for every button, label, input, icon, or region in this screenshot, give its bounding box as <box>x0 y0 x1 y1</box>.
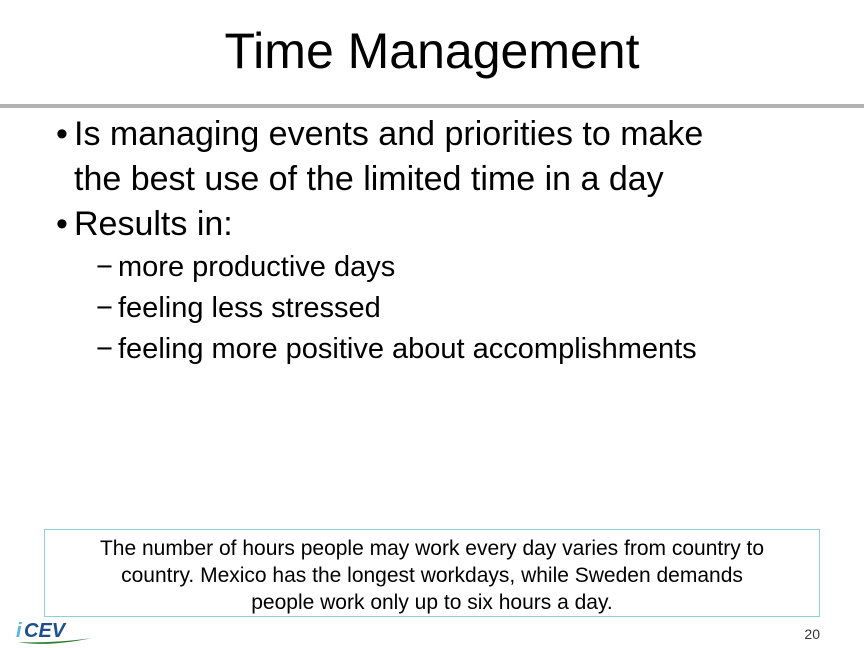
sub-bullet-text: feeling more positive about accomplishments <box>118 333 697 365</box>
callout-line: The number of hours people may work every day varies from country to <box>99 537 765 560</box>
sub-bullet-marker: − <box>96 333 113 365</box>
page-number: 20 <box>804 626 820 642</box>
icev-logo <box>14 618 94 646</box>
sub-bullet-marker: − <box>96 292 113 324</box>
callout-line: country. Mexico has the longest workdays, while Sweden demands <box>121 564 743 587</box>
bullet-marker: • <box>56 115 68 153</box>
bullet-line: the best use of the limited time in a day <box>74 160 664 198</box>
sub-bullet-text: feeling less stressed <box>118 292 381 324</box>
fact-callout-box <box>44 529 820 617</box>
bullet-item-results <box>56 202 846 247</box>
svg-text:i: i <box>16 620 22 642</box>
sub-bullet-item <box>56 288 846 329</box>
sub-bullet-item <box>56 247 846 288</box>
sub-bullet-marker: − <box>96 251 113 283</box>
bullet-marker: • <box>56 205 68 243</box>
title-divider <box>0 104 864 108</box>
bullet-item-definition <box>56 112 846 202</box>
sub-bullet-text: more productive days <box>118 251 396 283</box>
bullet-line: Is managing events and priorities to make <box>74 115 704 153</box>
sub-bullet-item <box>56 329 846 370</box>
bullet-line: Results in: <box>74 205 233 243</box>
slide-body <box>56 112 846 370</box>
callout-line: people work only up to six hours a day. <box>251 591 613 614</box>
slide-title: Time Management <box>224 23 640 79</box>
svg-text:CEV: CEV <box>24 620 66 642</box>
